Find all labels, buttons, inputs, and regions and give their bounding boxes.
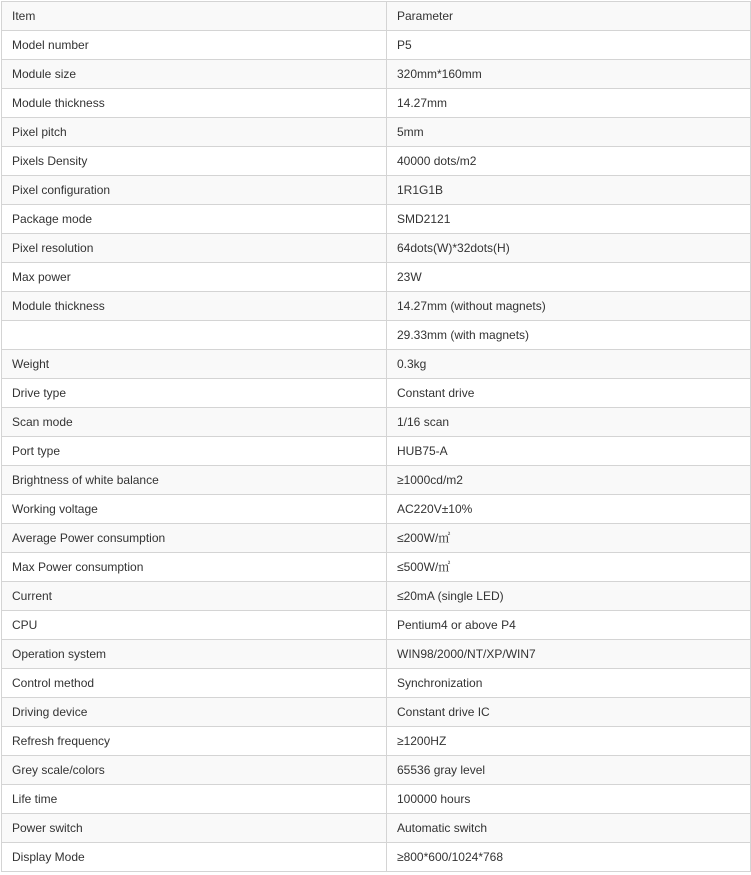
table-row [2,205,751,234]
table-row [2,89,751,118]
item-cell: Max Power consumption [2,553,387,582]
item-cell: Grey scale/colors [2,756,387,785]
spec-table [1,1,751,872]
value-cell: ≥1200HZ [387,727,751,756]
table-row [2,321,751,350]
value-cell: 320mm*160mm [387,60,751,89]
item-cell: Current [2,582,387,611]
item-cell: Module thickness [2,89,387,118]
item-cell: Display Mode [2,843,387,872]
value-cell: 14.27mm (without magnets) [387,292,751,321]
item-cell: Refresh frequency [2,727,387,756]
item-cell: Scan mode [2,408,387,437]
table-row [2,466,751,495]
table-row [2,669,751,698]
item-cell: Pixel resolution [2,234,387,263]
value-cell: ≥1000cd/m2 [387,466,751,495]
table-row [2,582,751,611]
value-cell: WIN98/2000/NT/XP/WIN7 [387,640,751,669]
item-cell: Module thickness [2,292,387,321]
table-row [2,60,751,89]
item-cell: Control method [2,669,387,698]
value-cell: P5 [387,31,751,60]
item-cell: Pixel pitch [2,118,387,147]
table-row [2,553,751,582]
table-row [2,379,751,408]
table-row [2,147,751,176]
value-cell: SMD2121 [387,205,751,234]
table-row [2,495,751,524]
value-cell: Synchronization [387,669,751,698]
value-cell: 40000 dots/m2 [387,147,751,176]
value-cell: ≥800*600/1024*768 [387,843,751,872]
value-cell: 100000 hours [387,785,751,814]
table-row [2,408,751,437]
item-cell: Operation system [2,640,387,669]
item-cell: Weight [2,350,387,379]
value-cell: ≤20mA (single LED) [387,582,751,611]
item-cell: CPU [2,611,387,640]
table-header-row [2,2,751,31]
table-row [2,118,751,147]
value-cell: Constant drive [387,379,751,408]
value-cell: ≤500W/㎡ [387,553,751,582]
table-row [2,524,751,553]
item-cell: Module size [2,60,387,89]
item-cell: Model number [2,31,387,60]
table-row [2,814,751,843]
value-cell: 1R1G1B [387,176,751,205]
item-cell: Pixels Density [2,147,387,176]
value-cell: 65536 gray level [387,756,751,785]
item-cell: Driving device [2,698,387,727]
table-row [2,263,751,292]
table-row [2,756,751,785]
header-parameter-cell: Parameter [387,2,751,31]
table-row [2,31,751,60]
item-cell: Max power [2,263,387,292]
table-row [2,727,751,756]
item-cell: Pixel configuration [2,176,387,205]
table-row [2,640,751,669]
item-cell: Life time [2,785,387,814]
item-cell: Average Power consumption [2,524,387,553]
value-cell: 14.27mm [387,89,751,118]
table-row [2,176,751,205]
item-cell: Power switch [2,814,387,843]
value-cell: 5mm [387,118,751,147]
table-row [2,437,751,466]
value-cell: 29.33mm (with magnets) [387,321,751,350]
item-cell: Working voltage [2,495,387,524]
table-row [2,611,751,640]
value-cell: 0.3kg [387,350,751,379]
value-cell: Pentium4 or above P4 [387,611,751,640]
item-cell: Drive type [2,379,387,408]
value-cell: 1/16 scan [387,408,751,437]
item-cell [2,321,387,350]
table-row [2,234,751,263]
table-row [2,843,751,872]
value-cell: ≤200W/㎡ [387,524,751,553]
value-cell: 23W [387,263,751,292]
value-cell: HUB75-A [387,437,751,466]
table-row [2,350,751,379]
table-row [2,785,751,814]
value-cell: 64dots(W)*32dots(H) [387,234,751,263]
value-cell: Constant drive IC [387,698,751,727]
table-row [2,698,751,727]
table-row [2,292,751,321]
value-cell: Automatic switch [387,814,751,843]
header-item-cell: Item [2,2,387,31]
item-cell: Package mode [2,205,387,234]
value-cell: AC220V±10% [387,495,751,524]
item-cell: Port type [2,437,387,466]
item-cell: Brightness of white balance [2,466,387,495]
